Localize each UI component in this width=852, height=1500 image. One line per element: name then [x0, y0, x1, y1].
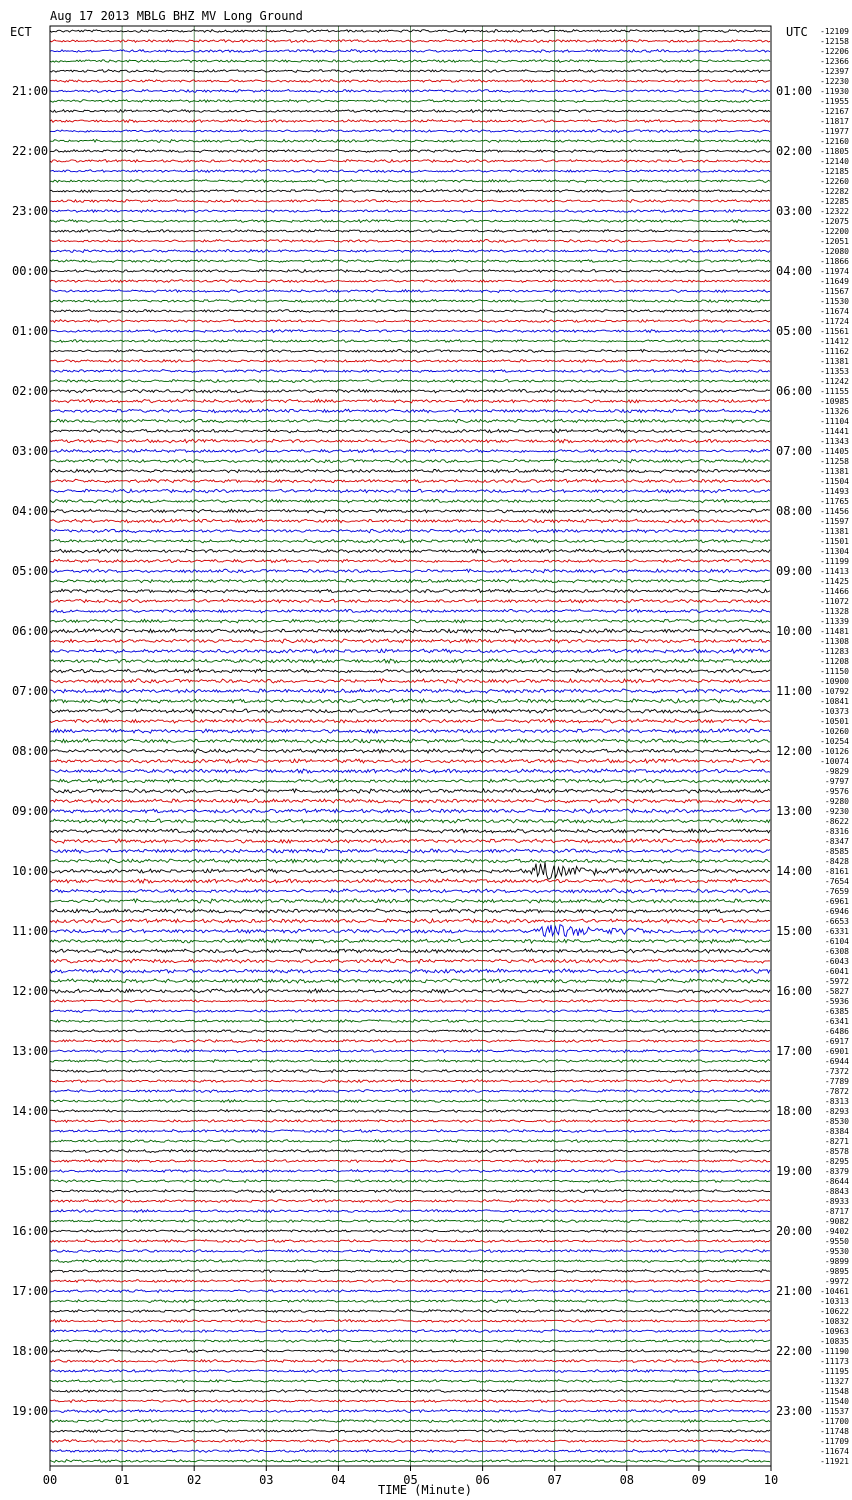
trace-offset-label: -11327 [820, 1377, 849, 1386]
trace-offset-label: -6041 [824, 967, 849, 976]
right-timezone-label: UTC [786, 25, 808, 39]
x-tick-label: 08 [619, 1473, 635, 1487]
trace-offset-label: -10841 [820, 697, 849, 706]
trace-offset-label: -8530 [824, 1117, 849, 1126]
trace-offset-label: -12206 [820, 47, 849, 56]
trace-offset-label: -10501 [820, 717, 849, 726]
trace-offset-label: -11561 [820, 327, 849, 336]
trace-offset-label: -11072 [820, 597, 849, 606]
trace-offset-label: -10313 [820, 1297, 849, 1306]
trace-offset-label: -12397 [820, 67, 849, 76]
trace-offset-label: -6331 [824, 927, 849, 936]
trace-offset-label: -6104 [824, 937, 849, 946]
trace-offset-label: -11195 [820, 1367, 849, 1376]
trace-offset-label: -10900 [820, 677, 849, 686]
trace-offset-label: -9230 [824, 807, 849, 816]
trace-offset-label: -11190 [820, 1347, 849, 1356]
left-hour-label: 12:00 [12, 984, 49, 998]
trace-offset-label: -7872 [824, 1087, 849, 1096]
trace-offset-label: -10832 [820, 1317, 849, 1326]
trace-offset-label: -11974 [820, 267, 849, 276]
trace-offset-label: -9829 [824, 767, 849, 776]
x-tick-label: 00 [42, 1473, 58, 1487]
trace-offset-label: -11425 [820, 577, 849, 586]
right-hour-label: 05:00 [776, 324, 813, 338]
left-hour-label: 05:00 [12, 564, 49, 578]
right-hour-label: 18:00 [776, 1104, 813, 1118]
left-hour-label: 07:00 [12, 684, 49, 698]
trace-offset-label: -12366 [820, 57, 849, 66]
trace-offset-label: -11258 [820, 457, 849, 466]
trace-offset-label: -6917 [824, 1037, 849, 1046]
trace-offset-label: -11162 [820, 347, 849, 356]
trace-offset-label: -9082 [824, 1217, 849, 1226]
trace-offset-label: -8313 [824, 1097, 849, 1106]
trace-offset-label: -11405 [820, 447, 849, 456]
trace-offset-label: -11548 [820, 1387, 849, 1396]
trace-offset-label: -5936 [824, 997, 849, 1006]
trace-offset-label: -8585 [824, 847, 849, 856]
trace-offset-label: -11724 [820, 317, 849, 326]
trace-offset-label: -9280 [824, 797, 849, 806]
trace-offset-label: -12260 [820, 177, 849, 186]
left-hour-label: 03:00 [12, 444, 49, 458]
trace-offset-label: -8717 [824, 1207, 849, 1216]
left-hour-label: 22:00 [12, 144, 49, 158]
x-tick-label: 04 [331, 1473, 346, 1487]
trace-offset-label: -9550 [824, 1237, 849, 1246]
trace-offset-label: -11540 [820, 1397, 849, 1406]
trace-offset-label: -9899 [824, 1257, 849, 1266]
trace-offset-label: -10985 [820, 397, 849, 406]
trace-offset-label: -7659 [824, 887, 849, 896]
trace-offset-label: -9576 [824, 787, 849, 796]
trace-offset-label: -12282 [820, 187, 849, 196]
trace-offset-label: -11104 [820, 417, 849, 426]
left-hour-label: 16:00 [12, 1224, 49, 1238]
trace-offset-label: -12080 [820, 247, 849, 256]
trace-offset-label: -12075 [820, 217, 849, 226]
right-hour-label: 14:00 [776, 864, 813, 878]
trace-offset-label: -6341 [824, 1017, 849, 1026]
trace-offset-label: -11466 [820, 587, 849, 596]
trace-offset-label: -8379 [824, 1167, 849, 1176]
x-tick-label: 07 [547, 1473, 562, 1487]
trace-offset-label: -5827 [824, 987, 849, 996]
trace-offset-label: -11493 [820, 487, 849, 496]
trace-offset-label: -5972 [824, 977, 849, 986]
trace-offset-label: -6901 [824, 1047, 849, 1056]
trace-offset-label: -8347 [824, 837, 849, 846]
trace-offset-label: -7654 [824, 877, 849, 886]
trace-offset-label: -12185 [820, 167, 849, 176]
trace-offset-label: -11155 [820, 387, 849, 396]
right-hour-label: 12:00 [776, 744, 813, 758]
left-hour-label: 19:00 [12, 1404, 49, 1418]
left-hour-label: 17:00 [12, 1284, 49, 1298]
trace-offset-label: -8293 [824, 1107, 849, 1116]
right-hour-label: 06:00 [776, 384, 813, 398]
right-hour-label: 11:00 [776, 684, 813, 698]
left-hour-label: 11:00 [12, 924, 49, 938]
right-hour-label: 04:00 [776, 264, 813, 278]
trace-offset-label: -11674 [820, 307, 849, 316]
trace-offset-label: -8644 [824, 1177, 849, 1186]
trace-offset-label: -10835 [820, 1337, 849, 1346]
trace-offset-label: -8843 [824, 1187, 849, 1196]
trace-offset-label: -9797 [824, 777, 849, 786]
right-hour-label: 23:00 [776, 1404, 813, 1418]
right-hour-label: 09:00 [776, 564, 813, 578]
trace-offset-label: -11412 [820, 337, 849, 346]
trace-offset-label: -11283 [820, 647, 849, 656]
trace-offset-label: -6946 [824, 907, 849, 916]
trace-offset-label: -11537 [820, 1407, 849, 1416]
trace-offset-label: -11199 [820, 557, 849, 566]
left-hour-label: 21:00 [12, 84, 49, 98]
trace-offset-label: -11597 [820, 517, 849, 526]
trace-offset-label: -11208 [820, 657, 849, 666]
trace-offset-label: -11866 [820, 257, 849, 266]
trace-offset-label: -8622 [824, 817, 849, 826]
trace-offset-label: -12200 [820, 227, 849, 236]
trace-offset-label: -9895 [824, 1267, 849, 1276]
right-hour-label: 10:00 [776, 624, 813, 638]
left-hour-label: 08:00 [12, 744, 49, 758]
x-tick-label: 02 [186, 1473, 202, 1487]
x-tick-label: 10 [763, 1473, 779, 1487]
trace-offset-label: -12285 [820, 197, 849, 206]
left-hour-label: 09:00 [12, 804, 49, 818]
trace-offset-label: -11748 [820, 1427, 849, 1436]
trace-offset-label: -8161 [824, 867, 849, 876]
left-hour-label: 00:00 [12, 264, 49, 278]
trace-offset-label: -11326 [820, 407, 849, 416]
trace-offset-label: -11700 [820, 1417, 849, 1426]
trace-offset-label: -11381 [820, 467, 849, 476]
right-hour-label: 22:00 [776, 1344, 813, 1358]
trace-offset-label: -11805 [820, 147, 849, 156]
trace-offset-label: -9972 [824, 1277, 849, 1286]
trace-offset-label: -10126 [820, 747, 849, 756]
right-hour-label: 02:00 [776, 144, 813, 158]
trace-offset-label: -10074 [820, 757, 849, 766]
x-tick-label: 05 [403, 1473, 418, 1487]
right-hour-label: 20:00 [776, 1224, 813, 1238]
trace-offset-label: -6944 [824, 1057, 849, 1066]
left-hour-label: 15:00 [12, 1164, 49, 1178]
trace-offset-label: -11381 [820, 357, 849, 366]
trace-offset-label: -8316 [824, 827, 849, 836]
trace-offset-label: -11150 [820, 667, 849, 676]
trace-offset-label: -8578 [824, 1147, 849, 1156]
right-hour-label: 01:00 [776, 84, 813, 98]
right-hour-label: 03:00 [776, 204, 813, 218]
left-hour-label: 23:00 [12, 204, 49, 218]
x-tick-label: 09 [691, 1473, 707, 1487]
x-tick-label: 01 [114, 1473, 130, 1487]
left-hour-label: 14:00 [12, 1104, 49, 1118]
trace-offset-label: -10260 [820, 727, 849, 736]
trace-offset-label: -11649 [820, 277, 849, 286]
trace-offset-label: -8384 [824, 1127, 849, 1136]
chart-title: Aug 17 2013 MBLG BHZ MV Long Ground [50, 9, 303, 23]
trace-offset-label: -11817 [820, 117, 849, 126]
trace-offset-label: -11339 [820, 617, 849, 626]
x-axis-label: TIME (Minute) [378, 1483, 472, 1497]
trace-offset-label: -9402 [824, 1227, 849, 1236]
trace-offset-label: -6653 [824, 917, 849, 926]
trace-offset-label: -11308 [820, 637, 849, 646]
trace-offset-label: -9530 [824, 1247, 849, 1256]
right-hour-label: 15:00 [776, 924, 813, 938]
trace-offset-label: -11921 [820, 1457, 849, 1466]
left-hour-label: 18:00 [12, 1344, 49, 1358]
left-hour-label: 13:00 [12, 1044, 49, 1058]
trace-offset-label: -7372 [824, 1067, 849, 1076]
trace-offset-label: -11501 [820, 537, 849, 546]
trace-offset-label: -11977 [820, 127, 849, 136]
trace-offset-label: -10622 [820, 1307, 849, 1316]
trace-offset-label: -11304 [820, 547, 849, 556]
trace-offset-label: -11343 [820, 437, 849, 446]
right-hour-label: 19:00 [776, 1164, 813, 1178]
trace-offset-label: -11481 [820, 627, 849, 636]
trace-offset-label: -11173 [820, 1357, 849, 1366]
right-hour-label: 13:00 [776, 804, 813, 818]
trace-offset-label: -11242 [820, 377, 849, 386]
trace-offset-label: -10963 [820, 1327, 849, 1336]
trace-offset-label: -10792 [820, 687, 849, 696]
trace-offset-label: -12158 [820, 37, 849, 46]
trace-offset-label: -12109 [820, 27, 849, 36]
trace-offset-label: -12167 [820, 107, 849, 116]
trace-offset-label: -11504 [820, 477, 849, 486]
trace-offset-label: -10373 [820, 707, 849, 716]
trace-offset-label: -11413 [820, 567, 849, 576]
trace-offset-label: -11456 [820, 507, 849, 516]
right-hour-label: 17:00 [776, 1044, 813, 1058]
trace-offset-label: -11955 [820, 97, 849, 106]
x-tick-label: 06 [475, 1473, 490, 1487]
right-hour-label: 16:00 [776, 984, 813, 998]
trace-offset-label: -8295 [824, 1157, 849, 1166]
trace-offset-label: -6961 [824, 897, 849, 906]
trace-offset-label: -6486 [824, 1027, 849, 1036]
right-hour-label: 07:00 [776, 444, 813, 458]
trace-offset-label: -11441 [820, 427, 849, 436]
trace-offset-label: -12051 [820, 237, 849, 246]
trace-offset-label: -8271 [824, 1137, 849, 1146]
trace-offset-label: -12160 [820, 137, 849, 146]
trace-offset-label: -11567 [820, 287, 849, 296]
trace-offset-label: -12140 [820, 157, 849, 166]
trace-offset-label: -8428 [824, 857, 849, 866]
trace-offset-label: -10254 [820, 737, 849, 746]
trace-offset-label: -6043 [824, 957, 849, 966]
left-timezone-label: ECT [10, 25, 32, 39]
left-hour-label: 04:00 [12, 504, 49, 518]
trace-offset-label: -11353 [820, 367, 849, 376]
left-hour-label: 10:00 [12, 864, 49, 878]
trace-offset-label: -11709 [820, 1437, 849, 1446]
trace-offset-label: -11530 [820, 297, 849, 306]
left-hour-label: 01:00 [12, 324, 49, 338]
trace-offset-label: -10461 [820, 1287, 849, 1296]
x-tick-label: 03 [259, 1473, 274, 1487]
trace-offset-labels [820, 27, 849, 1466]
trace-offset-label: -11930 [820, 87, 849, 96]
right-hour-label: 08:00 [776, 504, 813, 518]
trace-offset-label: -11674 [820, 1447, 849, 1456]
left-hour-label: 02:00 [12, 384, 49, 398]
trace-offset-label: -12322 [820, 207, 849, 216]
left-hour-label: 06:00 [12, 624, 49, 638]
trace-offset-label: -6308 [824, 947, 849, 956]
trace-offset-label: -7789 [824, 1077, 849, 1086]
trace-offset-label: -11765 [820, 497, 849, 506]
trace-offset-label: -6385 [824, 1007, 849, 1016]
trace-offset-label: -12230 [820, 77, 849, 86]
trace-offset-label: -11381 [820, 527, 849, 536]
right-hour-label: 21:00 [776, 1284, 813, 1298]
trace-offset-label: -11328 [820, 607, 849, 616]
trace-offset-label: -8933 [824, 1197, 849, 1206]
